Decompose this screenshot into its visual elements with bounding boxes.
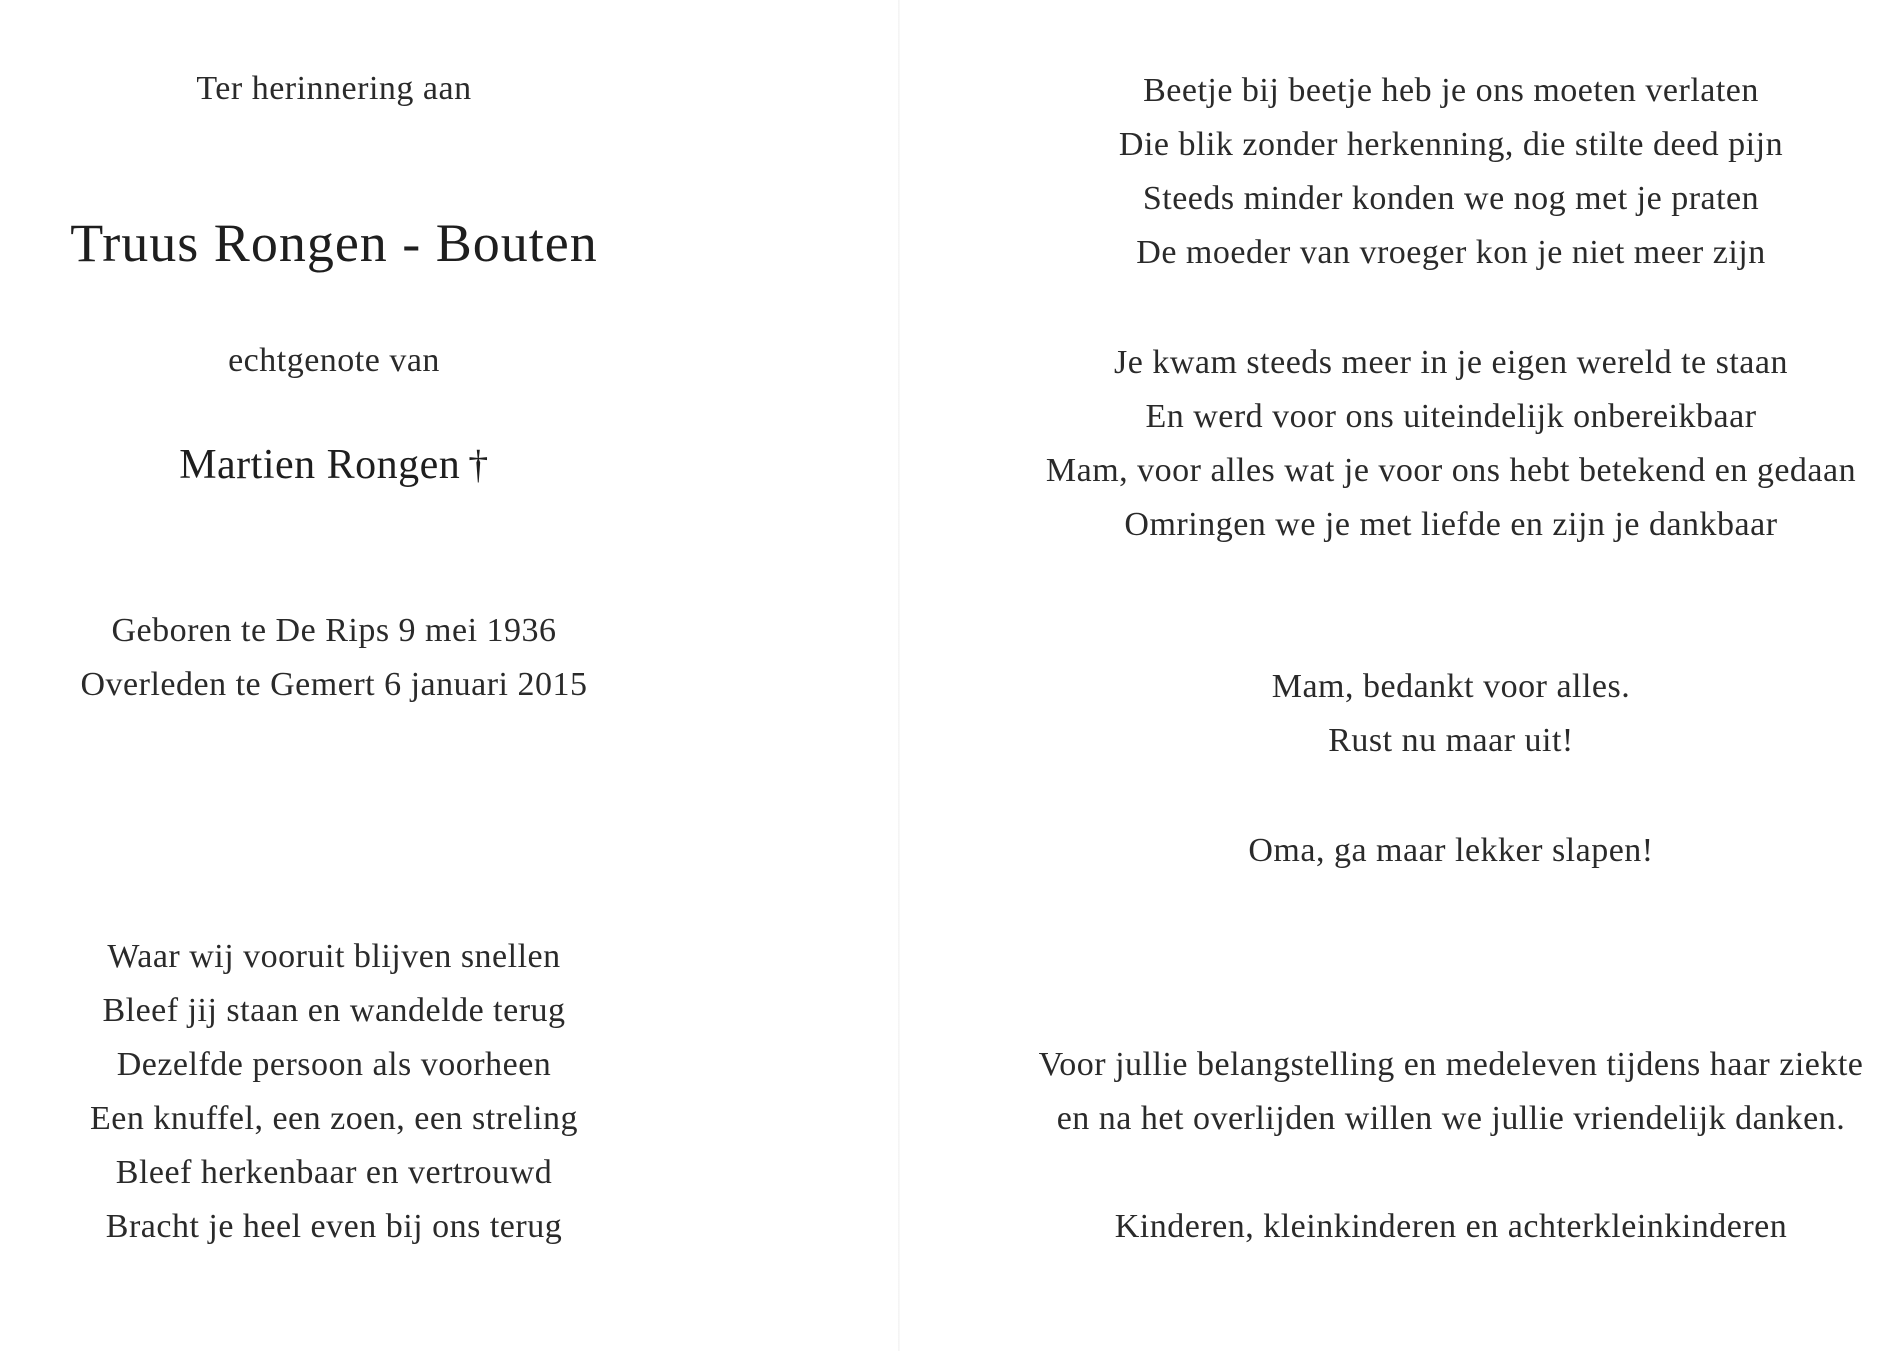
- deceased-name: Truus Rongen - Bouten: [70, 213, 598, 273]
- right-poem-line: Mam, voor alles wat je voor ons hebt betekend en gedaan: [1045, 452, 1857, 489]
- death-line: Overleden te Gemert 6 januari 2015: [80, 666, 588, 703]
- right-poem-line: Beetje bij beetje heb je ons moeten verlaten: [1143, 72, 1759, 109]
- tribute-line: Rust nu maar uit!: [1328, 722, 1574, 759]
- spouse-name: Martien Rongen: [179, 442, 461, 488]
- right-poem-line: Omringen we je met liefde en zijn je dankbaar: [1124, 506, 1778, 543]
- tribute-line: Mam, bedankt voor alles.: [1271, 668, 1631, 705]
- card-fold-line: [898, 0, 900, 1351]
- family-signature: Kinderen, kleinkinderen en achterkleinkinderen: [1114, 1208, 1788, 1245]
- thanks-line: en na het overlijden willen we jullie vriendelijk danken.: [1056, 1100, 1846, 1137]
- left-poem-line: Bracht je heel even bij ons terug: [105, 1208, 563, 1245]
- left-poem-line: Bleef herkenbaar en vertrouwd: [115, 1154, 553, 1191]
- left-poem-line: Dezelfde persoon als voorheen: [116, 1046, 552, 1083]
- spouse-name-line: [0, 444, 668, 486]
- left-poem-line: Een knuffel, een zoen, een streling: [90, 1100, 578, 1137]
- cross-icon: †: [468, 442, 489, 487]
- left-poem-line: Waar wij vooruit blijven snellen: [107, 938, 561, 975]
- right-poem-line: Steeds minder konden we nog met je praten: [1142, 180, 1760, 217]
- left-panel: [0, 0, 668, 1351]
- right-poem-line: En werd voor ons uiteindelijk onbereikbaar: [1145, 398, 1757, 435]
- tribute-line: Oma, ga maar lekker slapen!: [1248, 832, 1654, 869]
- intro-text: Ter herinnering aan: [196, 70, 472, 107]
- spouse-label: echtgenote van: [228, 342, 440, 379]
- birth-line: Geboren te De Rips 9 mei 1936: [111, 612, 557, 649]
- right-poem-line: Je kwam steeds meer in je eigen wereld te staan: [1114, 344, 1788, 381]
- thanks-line: Voor jullie belangstelling en medeleven tijdens haar ziekte: [1038, 1046, 1864, 1083]
- right-panel: [1000, 0, 1902, 1351]
- right-poem-line: Die blik zonder herkenning, die stilte deed pijn: [1118, 126, 1784, 163]
- left-poem-line: Bleef jij staan en wandelde terug: [102, 992, 566, 1029]
- right-poem-line: De moeder van vroeger kon je niet meer zijn: [1136, 234, 1766, 271]
